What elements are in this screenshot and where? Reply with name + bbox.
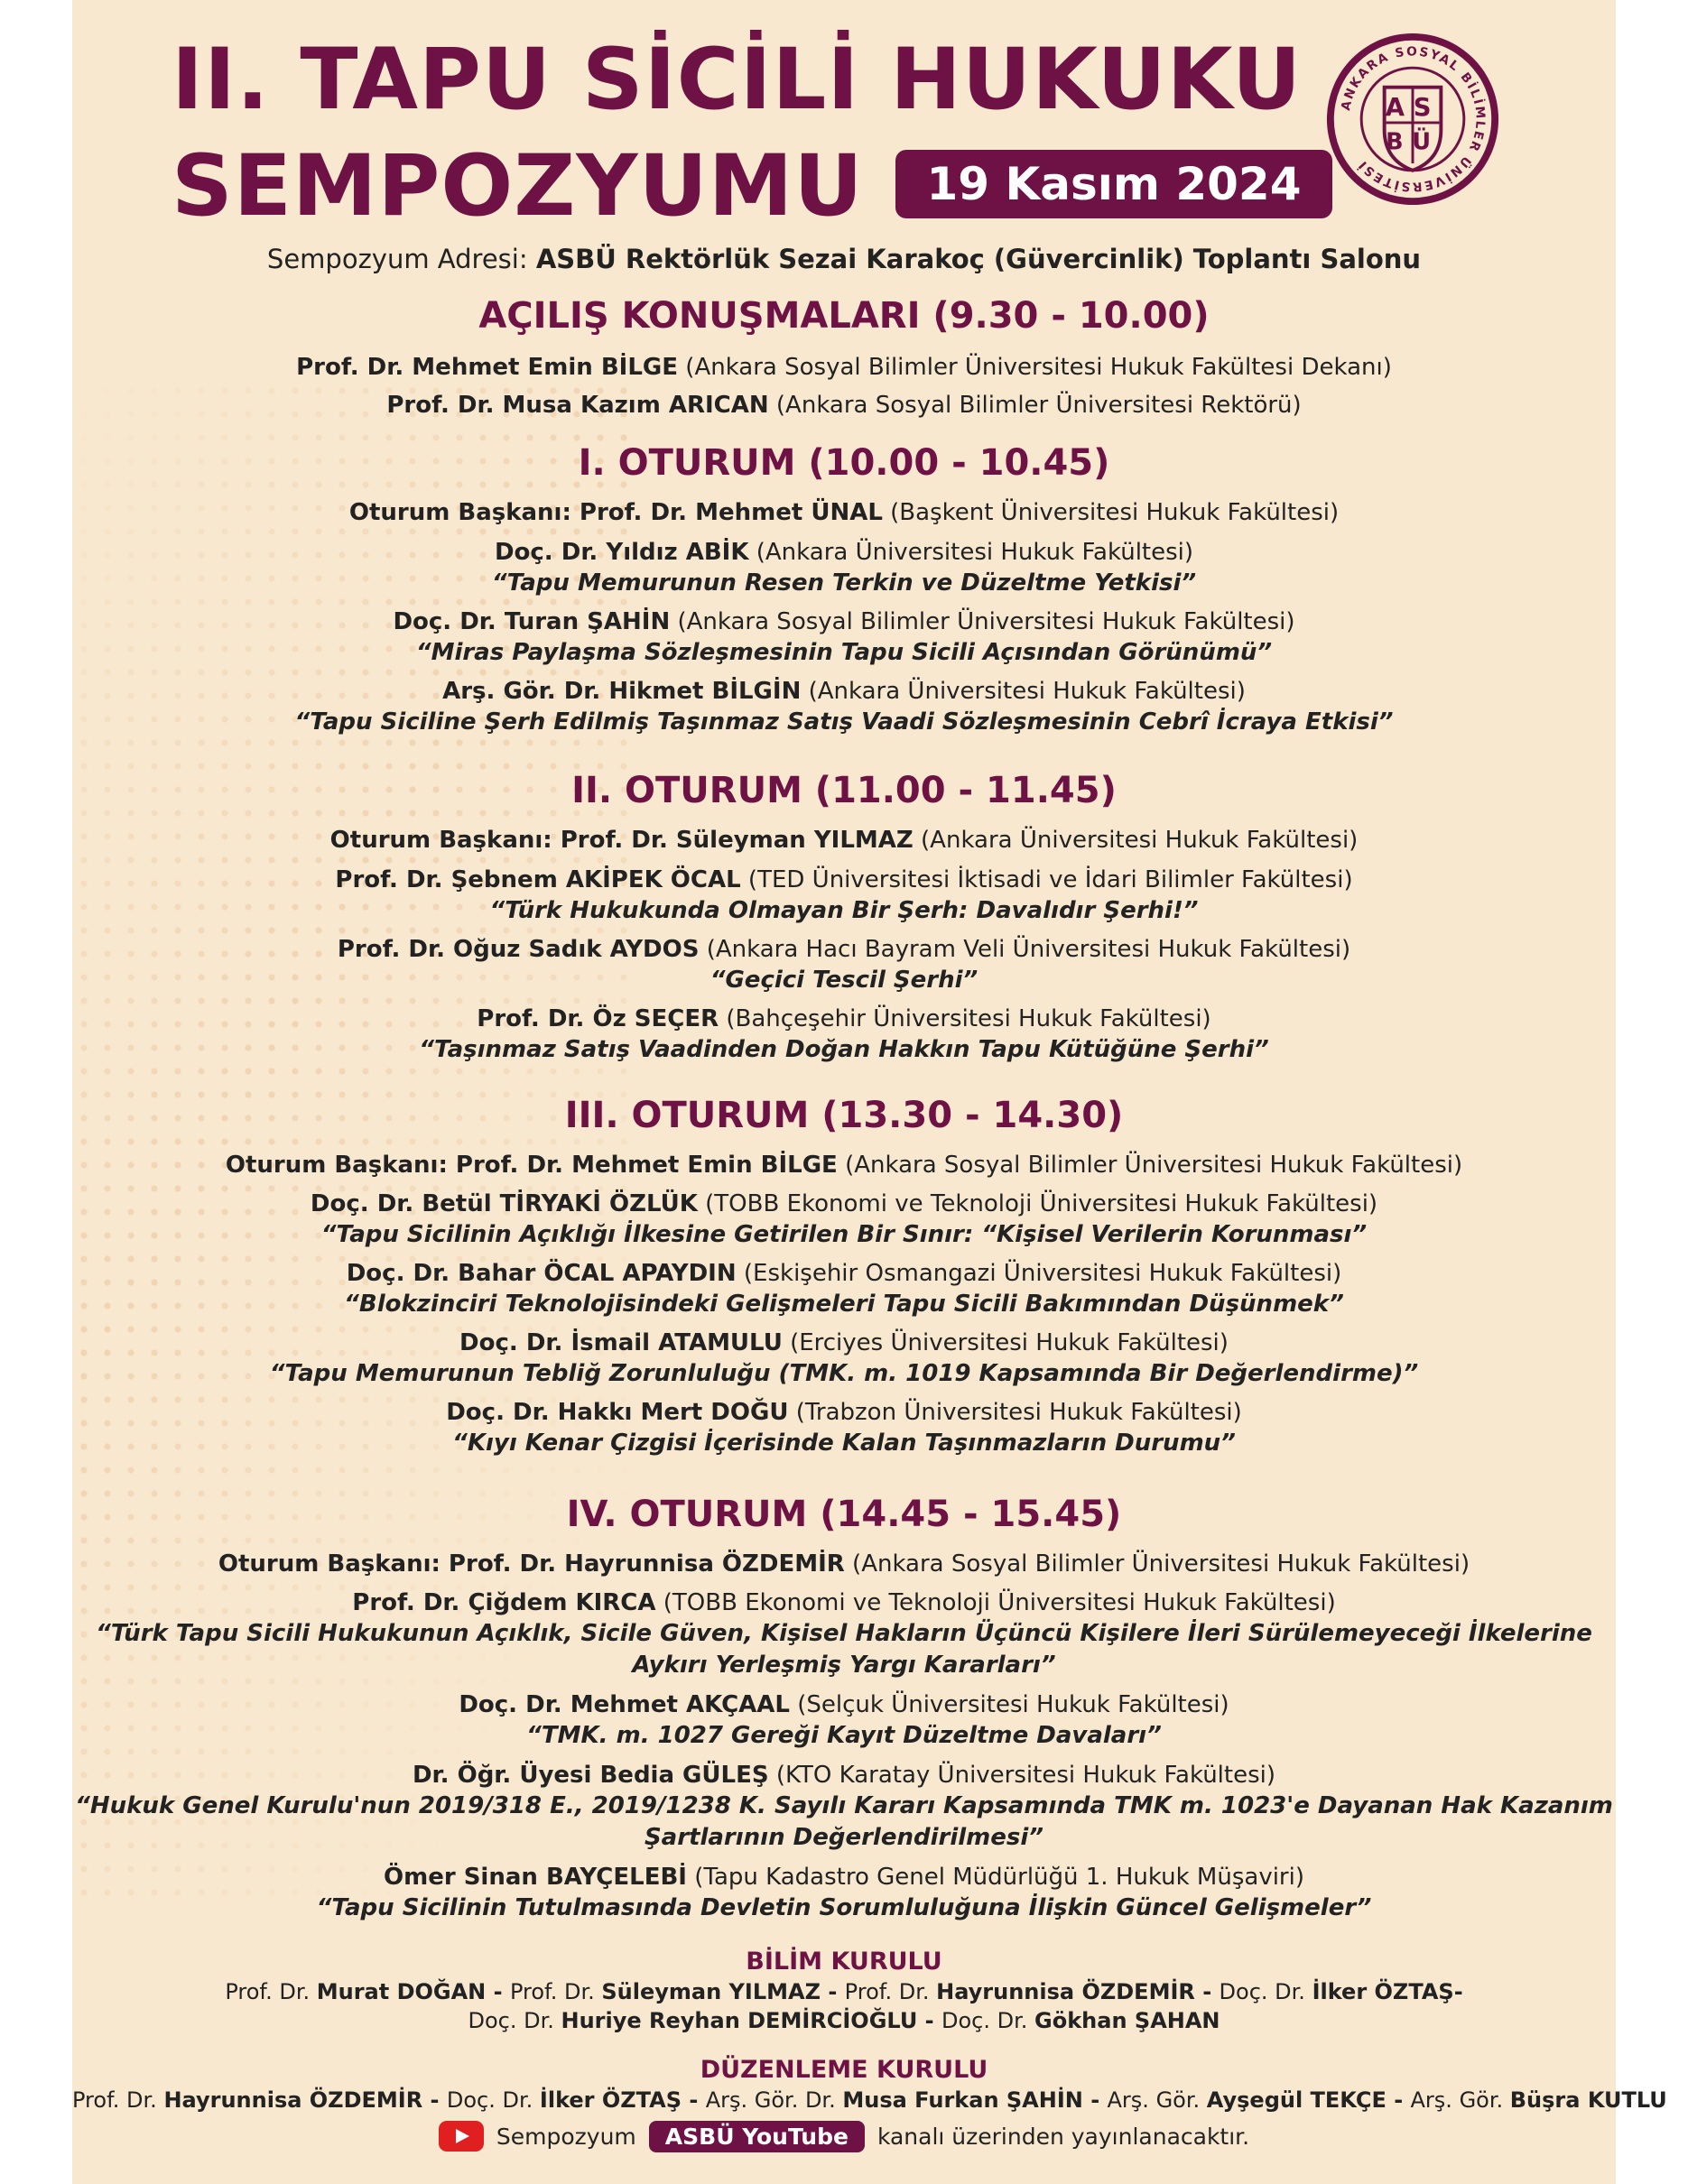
- youtube-footer: [72, 2116, 1616, 2156]
- address-value: ASBÜ Rektörlük Sezai Karakoç (Güvercinlik) Toplantı Salonu: [535, 244, 1422, 274]
- session-4-heading: IV. OTURUM (14.45 - 15.45): [566, 1494, 1122, 1535]
- separator: -: [821, 1979, 845, 2004]
- speaker-name: Doç. Dr. Bahar ÖCAL APAYDIN: [346, 1260, 737, 1287]
- talk-title: “Hukuk Genel Kurulu'nun 2019/318 E., 2019/1238 K. Sayılı Kararı Kapsamında TMK m. 1023'e Dayanan Hak Kazanım: [75, 1792, 1613, 1819]
- speaker-line: [72, 1329, 1616, 1356]
- speaker-affiliation: (Bahçeşehir Üniversitesi Hukuk Fakültesi): [719, 1005, 1211, 1032]
- member-title: Doç. Dr.: [446, 2087, 540, 2113]
- speaker-line: [72, 1005, 1616, 1032]
- speaker-name: Prof. Dr. Musa Kazım ARICAN: [386, 392, 769, 419]
- talk-title: “Tapu Sicilinin Açıklığı İlkesine Getirilen Bir Sınır: “Kişisel Verilerin Korunması”: [320, 1221, 1368, 1248]
- speaker-name: Oturum Başkanı: Prof. Dr. Hayrunnisa ÖZDEMİR: [218, 1550, 845, 1578]
- talk-title: “Miras Paylaşma Sözleşmesinin Tapu Sicili Açısından Görünümü”: [415, 639, 1273, 666]
- separator: -: [1453, 1979, 1463, 2004]
- speaker-line: [72, 1691, 1616, 1718]
- speaker-affiliation: (Ankara Hacı Bayram Veli Üniversitesi Hukuk Fakültesi): [699, 936, 1351, 963]
- speaker-affiliation: (KTO Karatay Üniversitesi Hukuk Fakültesi): [768, 1762, 1276, 1789]
- session-2-heading: II. OTURUM (11.00 - 11.45): [571, 770, 1117, 811]
- separator: -: [1082, 2087, 1108, 2113]
- talk-title: “Türk Hukukunda Olmayan Bir Şerh: Davalıdır Şerhi!”: [489, 897, 1199, 924]
- member-name: Murat DOĞAN: [316, 1979, 487, 2004]
- talk-title: “Tapu Sicilinin Tutulmasında Devletin Sorumluluğuna İlişkin Güncel Gelişmeler”: [316, 1894, 1372, 1921]
- member-name: Hayrunnisa ÖZDEMİR: [936, 1979, 1195, 2004]
- speaker-affiliation: (Tapu Kadastro Genel Müdürlüğü 1. Hukuk Müşaviri): [686, 1864, 1304, 1891]
- member-title: Arş. Gör. Dr.: [705, 2087, 843, 2113]
- member-name: Hayrunnisa ÖZDEMİR: [163, 2087, 423, 2113]
- member-title: Prof. Dr.: [844, 1979, 937, 2004]
- speaker-line: [72, 1190, 1616, 1217]
- science-committee-row: [72, 1979, 1616, 2004]
- speaker-name: Prof. Dr. Oğuz Sadık AYDOS: [337, 936, 700, 963]
- session-1-heading: I. OTURUM (10.00 - 10.45): [578, 442, 1110, 484]
- speaker-name: Arş. Gör. Dr. Hikmet BİLGİN: [442, 678, 802, 705]
- date-badge: 19 Kasım 2024: [895, 150, 1332, 218]
- speaker-affiliation: (TOBB Ekonomi ve Teknoloji Üniversitesi Hukuk Fakültesi): [697, 1190, 1378, 1217]
- speaker-name: Doç. Dr. Turan ŞAHİN: [393, 608, 671, 635]
- member-name: Büşra KUTLU: [1509, 2087, 1667, 2113]
- separator: -: [422, 2087, 447, 2113]
- youtube-icon[interactable]: [439, 2121, 484, 2152]
- talk-title: Şartlarının Değerlendirilmesi”: [644, 1824, 1044, 1851]
- talk-title: “Taşınmaz Satış Vaadinden Doğan Hakkın Tapu Kütüğüne Şerhi”: [419, 1036, 1269, 1063]
- svg-text:AS: AS: [1385, 94, 1441, 123]
- youtube-channel-badge[interactable]: ASBÜ YouTube: [649, 2121, 865, 2152]
- speaker-name: Prof. Dr. Şebnem AKİPEK ÖCAL: [335, 866, 741, 893]
- speaker-name: Doç. Dr. Mehmet AKÇAAL: [459, 1691, 790, 1718]
- member-title: Doç. Dr.: [941, 2008, 1035, 2033]
- talk-title: Aykırı Yerleşmiş Yargı Kararları”: [632, 1652, 1056, 1679]
- session-chair: [72, 1550, 1616, 1578]
- speaker-line: [72, 1589, 1616, 1616]
- footer-post: kanalı üzerinden yayınlanacaktır.: [876, 2123, 1250, 2150]
- organizing-committee-row: [72, 2087, 1667, 2113]
- svg-text:ANKARA SOSYAL BİLİMLER ÜNİVERS: ANKARA SOSYAL BİLİMLER ÜNİVERSİTESİ: [1338, 44, 1488, 194]
- speaker-affiliation: (Ankara Sosyal Bilimler Üniversitesi Hukuk Fakültesi Dekanı): [678, 354, 1392, 381]
- session-chair: [72, 827, 1616, 854]
- speaker-line: [72, 678, 1616, 705]
- speaker-line: [72, 608, 1616, 635]
- speaker-line: [72, 1399, 1616, 1426]
- talk-title: “Geçici Tescil Şerhi”: [710, 967, 978, 994]
- title-line-2: SEMPOZYUMU: [172, 137, 864, 236]
- member-title: Arş. Gör.: [1107, 2087, 1207, 2113]
- address-line: [72, 244, 1616, 274]
- speaker-affiliation: (TED Üniversitesi İktisadi ve İdari Bilimler Fakültesi): [740, 866, 1353, 893]
- talk-title: “Tapu Siciline Şerh Edilmiş Taşınmaz Satış Vaadi Sözleşmesinin Cebrî İcraya Etkisi”: [294, 708, 1394, 736]
- science-committee-heading: BİLİM KURULU: [746, 1948, 942, 1976]
- member-title: Prof. Dr.: [225, 1979, 317, 2004]
- speaker-name: Oturum Başkanı: Prof. Dr. Mehmet Emin BİLGE: [225, 1152, 838, 1179]
- talk-title: “Tapu Memurunun Resen Terkin ve Düzeltme Yetkisi”: [491, 569, 1197, 597]
- speaker-name: Doç. Dr. Hakkı Mert DOĞU: [446, 1399, 789, 1426]
- speaker-affiliation: (Selçuk Üniversitesi Hukuk Fakültesi): [789, 1691, 1229, 1718]
- organizing-committee-heading: DÜZENLEME KURULU: [700, 2056, 988, 2084]
- speaker-affiliation: (Ankara Sosyal Bilimler Üniversitesi Hukuk Fakültesi): [837, 1152, 1463, 1179]
- speaker-line: [72, 539, 1616, 566]
- opening-speaker: [72, 392, 1616, 419]
- speaker-name: Prof. Dr. Çiğdem KIRCA: [352, 1589, 656, 1616]
- speaker-name: Doç. Dr. İsmail ATAMULU: [459, 1329, 783, 1356]
- member-title: Arş. Gör.: [1410, 2087, 1510, 2113]
- separator: -: [682, 2087, 706, 2113]
- talk-title: “TMK. m. 1027 Gereği Kayıt Düzeltme Davaları”: [526, 1722, 1162, 1749]
- speaker-line: [72, 1864, 1616, 1891]
- speaker-name: Ömer Sinan BAYÇELEBİ: [384, 1864, 687, 1891]
- member-name: Süleyman YILMAZ: [601, 1979, 821, 2004]
- member-name: İlker ÖZTAŞ: [539, 2087, 682, 2113]
- speaker-name: Prof. Dr. Öz SEÇER: [477, 1005, 719, 1032]
- speaker-name: Prof. Dr. Mehmet Emin BİLGE: [296, 354, 679, 381]
- speaker-affiliation: (Başkent Üniversitesi Hukuk Fakültesi): [882, 499, 1340, 526]
- poster-content: [72, 0, 1667, 2184]
- asbu-seal-logo-icon: [1324, 31, 1501, 208]
- speaker-affiliation: (Ankara Üniversitesi Hukuk Fakültesi): [913, 827, 1359, 854]
- talk-title: “Blokzinciri Teknolojisindeki Gelişmeleri Tapu Sicili Bakımından Düşünmek”: [344, 1291, 1344, 1318]
- footer-pre: Sempozyum: [496, 2123, 636, 2150]
- speaker-name: Doç. Dr. Betül TİRYAKİ ÖZLÜK: [310, 1190, 698, 1217]
- speaker-line: [72, 1260, 1616, 1287]
- speaker-affiliation: (Ankara Sosyal Bilimler Üniversitesi Hukuk Fakültesi): [844, 1550, 1470, 1578]
- separator: -: [917, 2008, 941, 2033]
- speaker-name: Doç. Dr. Yıldız ABİK: [494, 539, 749, 566]
- talk-title: “Türk Tapu Sicili Hukukunun Açıklık, Sicile Güven, Kişisel Hakların Üçüncü Kişilere İleri Sürülemeyeceği İlkelerine: [96, 1620, 1592, 1647]
- separator: -: [1386, 2087, 1411, 2113]
- speaker-affiliation: (Eskişehir Osmangazi Üniversitesi Hukuk Fakültesi): [736, 1260, 1342, 1287]
- speaker-affiliation: (Ankara Sosyal Bilimler Üniversitesi Rektörü): [768, 392, 1302, 419]
- speaker-line: [72, 866, 1616, 893]
- member-title: Prof. Dr.: [72, 2087, 164, 2113]
- speaker-line: [72, 936, 1616, 963]
- session-chair: [72, 499, 1616, 526]
- poster: [72, 0, 1667, 2184]
- speaker-affiliation: (Ankara Üniversitesi Hukuk Fakültesi): [748, 539, 1194, 566]
- session-chair: [72, 1152, 1616, 1179]
- speaker-affiliation: (Ankara Sosyal Bilimler Üniversitesi Hukuk Fakültesi): [670, 608, 1295, 635]
- member-name: Ayşegül TEKÇE: [1206, 2087, 1387, 2113]
- speaker-name: Oturum Başkanı: Prof. Dr. Mehmet ÜNAL: [348, 499, 883, 526]
- opening-speaker: [72, 354, 1616, 381]
- member-title: Doç. Dr.: [468, 2008, 561, 2033]
- svg-text:BÜ: BÜ: [1386, 128, 1440, 156]
- member-name: Gökhan ŞAHAN: [1034, 2008, 1220, 2033]
- session-3-heading: III. OTURUM (13.30 - 14.30): [564, 1095, 1124, 1136]
- member-title: Prof. Dr.: [509, 1979, 602, 2004]
- speaker-affiliation: (Trabzon Üniversitesi Hukuk Fakültesi): [788, 1399, 1242, 1426]
- speaker-affiliation: (TOBB Ekonomi ve Teknoloji Üniversitesi Hukuk Fakültesi): [655, 1589, 1336, 1616]
- separator: -: [486, 1979, 510, 2004]
- address-label: Sempozyum Adresi:: [266, 244, 528, 274]
- speaker-name: Oturum Başkanı: Prof. Dr. Süleyman YILMAZ: [329, 827, 914, 854]
- speaker-name: Dr. Öğr. Üyesi Bedia GÜLEŞ: [412, 1762, 769, 1789]
- speaker-line: [72, 1762, 1616, 1789]
- speaker-affiliation: (Erciyes Üniversitesi Hukuk Fakültesi): [782, 1329, 1229, 1356]
- separator: -: [1194, 1979, 1220, 2004]
- member-name: Musa Furkan ŞAHİN: [842, 2087, 1083, 2113]
- member-title: Doç. Dr.: [1219, 1979, 1312, 2004]
- talk-title: “Tapu Memurunun Tebliğ Zorunluluğu (TMK. m. 1019 Kapsamında Bir Değerlendirme)”: [269, 1360, 1419, 1387]
- opening-heading: AÇILIŞ KONUŞMALARI (9.30 - 10.00): [478, 295, 1210, 337]
- science-committee-row: [72, 2008, 1616, 2033]
- member-name: Huriye Reyhan DEMİRCİOĞLU: [561, 2008, 918, 2033]
- speaker-affiliation: (Ankara Üniversitesi Hukuk Fakültesi): [801, 678, 1246, 705]
- talk-title: “Kıyı Kenar Çizgisi İçerisinde Kalan Taşınmazların Durumu”: [452, 1430, 1236, 1457]
- member-name: İlker ÖZTAŞ: [1312, 1979, 1454, 2004]
- title-line-1: II. TAPU SİCİLİ HUKUKU: [172, 31, 1303, 129]
